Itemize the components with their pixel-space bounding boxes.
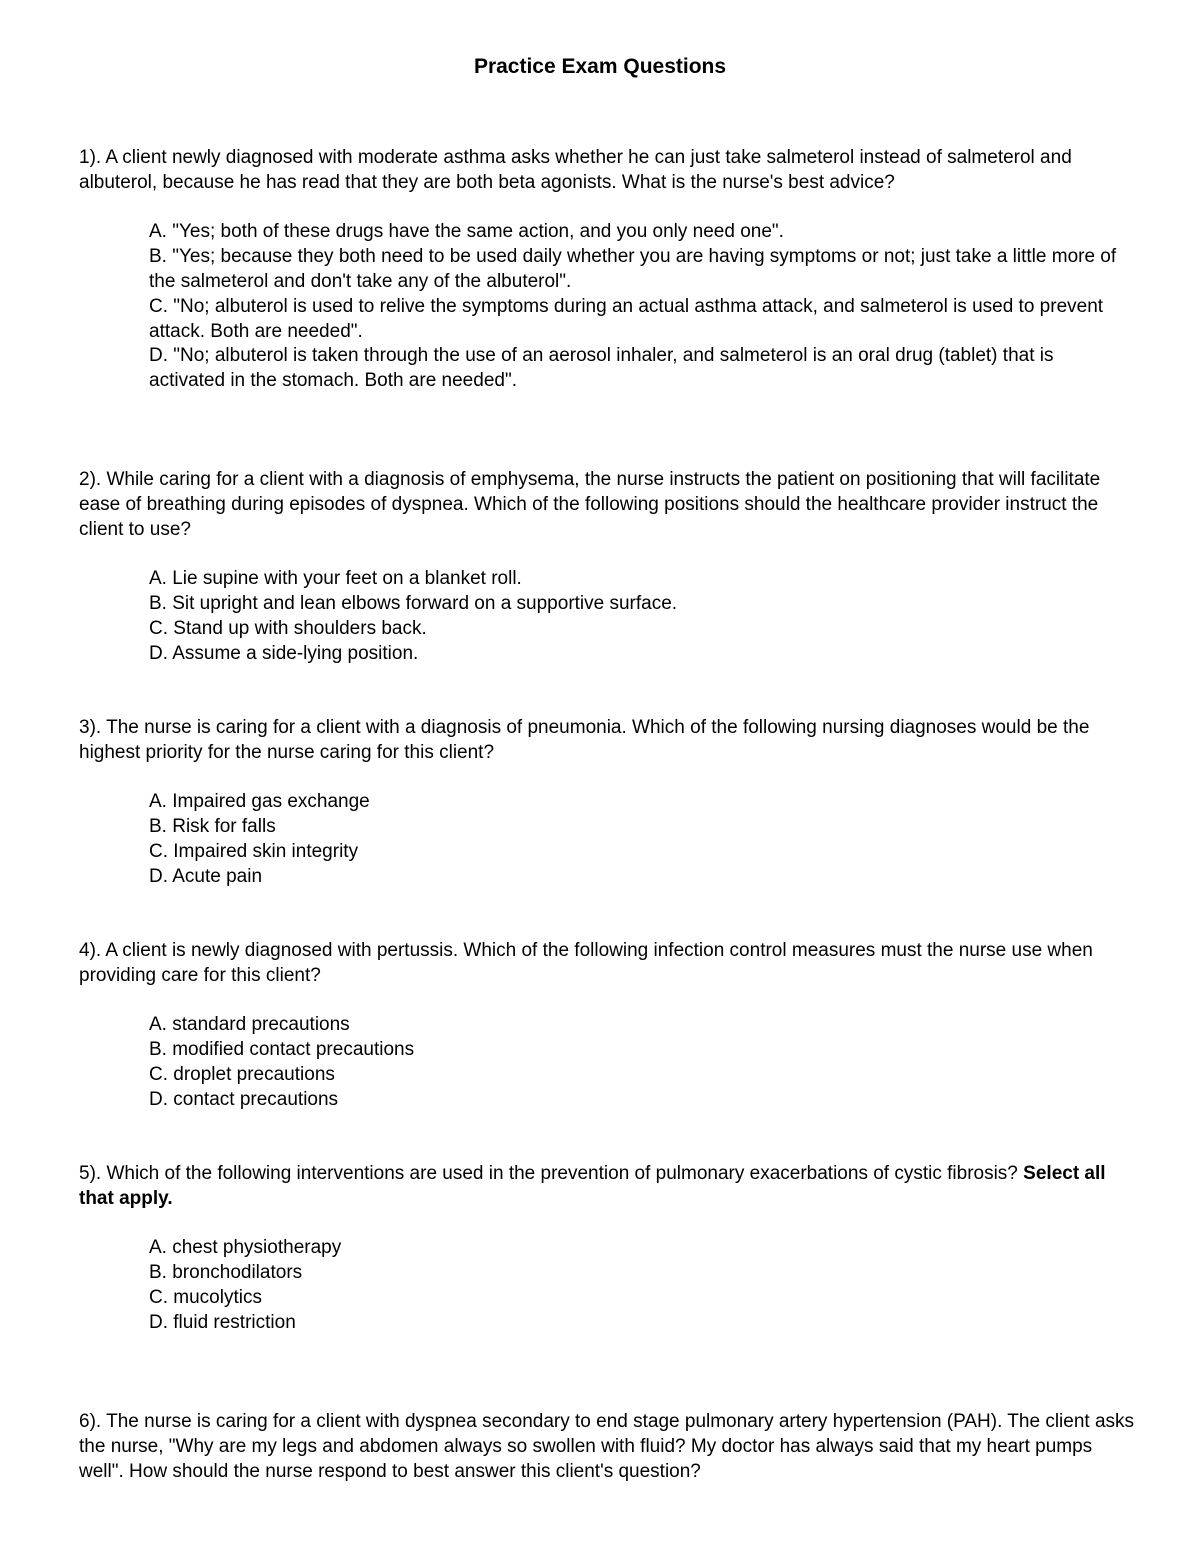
- question-stem: 2). While caring for a client with a diagnosis of emphysema, the nurse instructs the patient on positioning that will facilitate ease of breathing during episodes of dyspnea. Which of the following positions should the healthcare provider instruct the client to use?: [79, 469, 1101, 540]
- question-4: [79, 939, 1139, 1113]
- question-1: [79, 146, 1139, 394]
- question-stem: 4). A client is newly diagnosed with pertussis. Which of the following infection control measures must the nurse use when providing care for this client?: [79, 940, 1093, 986]
- option-c: C. Stand up with shoulders back.: [149, 617, 427, 639]
- option-c: C. "No; albuterol is used to relive the symptoms during an actual asthma attack, and salmeterol is used to prevent attack. Both are needed".: [149, 295, 1104, 342]
- option-b: B. Risk for falls: [149, 816, 276, 838]
- question-5: [79, 1162, 1139, 1336]
- option-b: B. modified contact precautions: [149, 1039, 415, 1061]
- option-c: C. Impaired skin integrity: [149, 840, 359, 862]
- option-a: A. Impaired gas exchange: [149, 791, 370, 813]
- option-d: D. "No; albuterol is taken through the use of an aerosol inhaler, and salmeterol is an oral drug (tablet) that is activated in the stomach. Both are needed".: [149, 345, 1054, 392]
- page-title: Practice Exam Questions: [473, 55, 727, 78]
- answer-options: [149, 1236, 1134, 1335]
- question-stem: 6). The nurse is caring for a client with dyspnea secondary to end stage pulmonary artery hypertension (PAH). The client asks the nurse, "Why are my legs and abdomen always so swollen with fluid? My doctor has always said that my heart pumps well". How should the nurse respond to best answer this client's question?: [79, 1411, 1135, 1482]
- question-stem: 3). The nurse is caring for a client with a diagnosis of pneumonia. Which of the following nursing diagnoses would be the highest priority for the nurse caring for this client?: [79, 717, 1090, 763]
- option-b: B. Sit upright and lean elbows forward on a supportive surface.: [149, 592, 678, 614]
- question-stem-text: 5). Which of the following interventions are used in the prevention of pulmonary exacerbations of cystic fibrosis?: [79, 1163, 1018, 1184]
- answer-options: [149, 567, 1134, 666]
- option-d: D. contact precautions: [149, 1088, 339, 1110]
- option-a: A. chest physiotherapy: [149, 1237, 342, 1259]
- question-stem: 1). A client newly diagnosed with moderate asthma asks whether he can just take salmeterol instead of salmeterol and albuterol, because he has read that they are both beta agonists. What is the nurse's best advice?: [79, 147, 1072, 193]
- option-b: B. bronchodilators: [149, 1262, 303, 1284]
- question-3: [79, 716, 1139, 890]
- answer-options: [149, 220, 1134, 394]
- answer-options: [149, 1013, 1134, 1112]
- option-d: D. Acute pain: [149, 865, 263, 887]
- option-a: A. Lie supine with your feet on a blanket roll.: [149, 568, 522, 590]
- question-6: [79, 1410, 1139, 1484]
- select-all-instruction: Select all that apply.: [79, 1163, 1106, 1209]
- option-c: C. droplet precautions: [149, 1063, 335, 1085]
- question-2: [79, 468, 1139, 666]
- option-d: D. Assume a side-lying position.: [149, 642, 419, 664]
- option-d: D. fluid restriction: [149, 1311, 296, 1333]
- option-a: A. standard precautions: [149, 1014, 350, 1036]
- option-a: A. "Yes; both of these drugs have the same action, and you only need one".: [149, 221, 784, 243]
- option-c: C. mucolytics: [149, 1286, 262, 1308]
- question-stem: [79, 1162, 1139, 1212]
- option-b: B. "Yes; because they both need to be used daily whether you are having symptoms or not; just take a little more of the salmeterol and don't take any of the albuterol".: [149, 246, 1117, 292]
- answer-options: [149, 790, 1134, 889]
